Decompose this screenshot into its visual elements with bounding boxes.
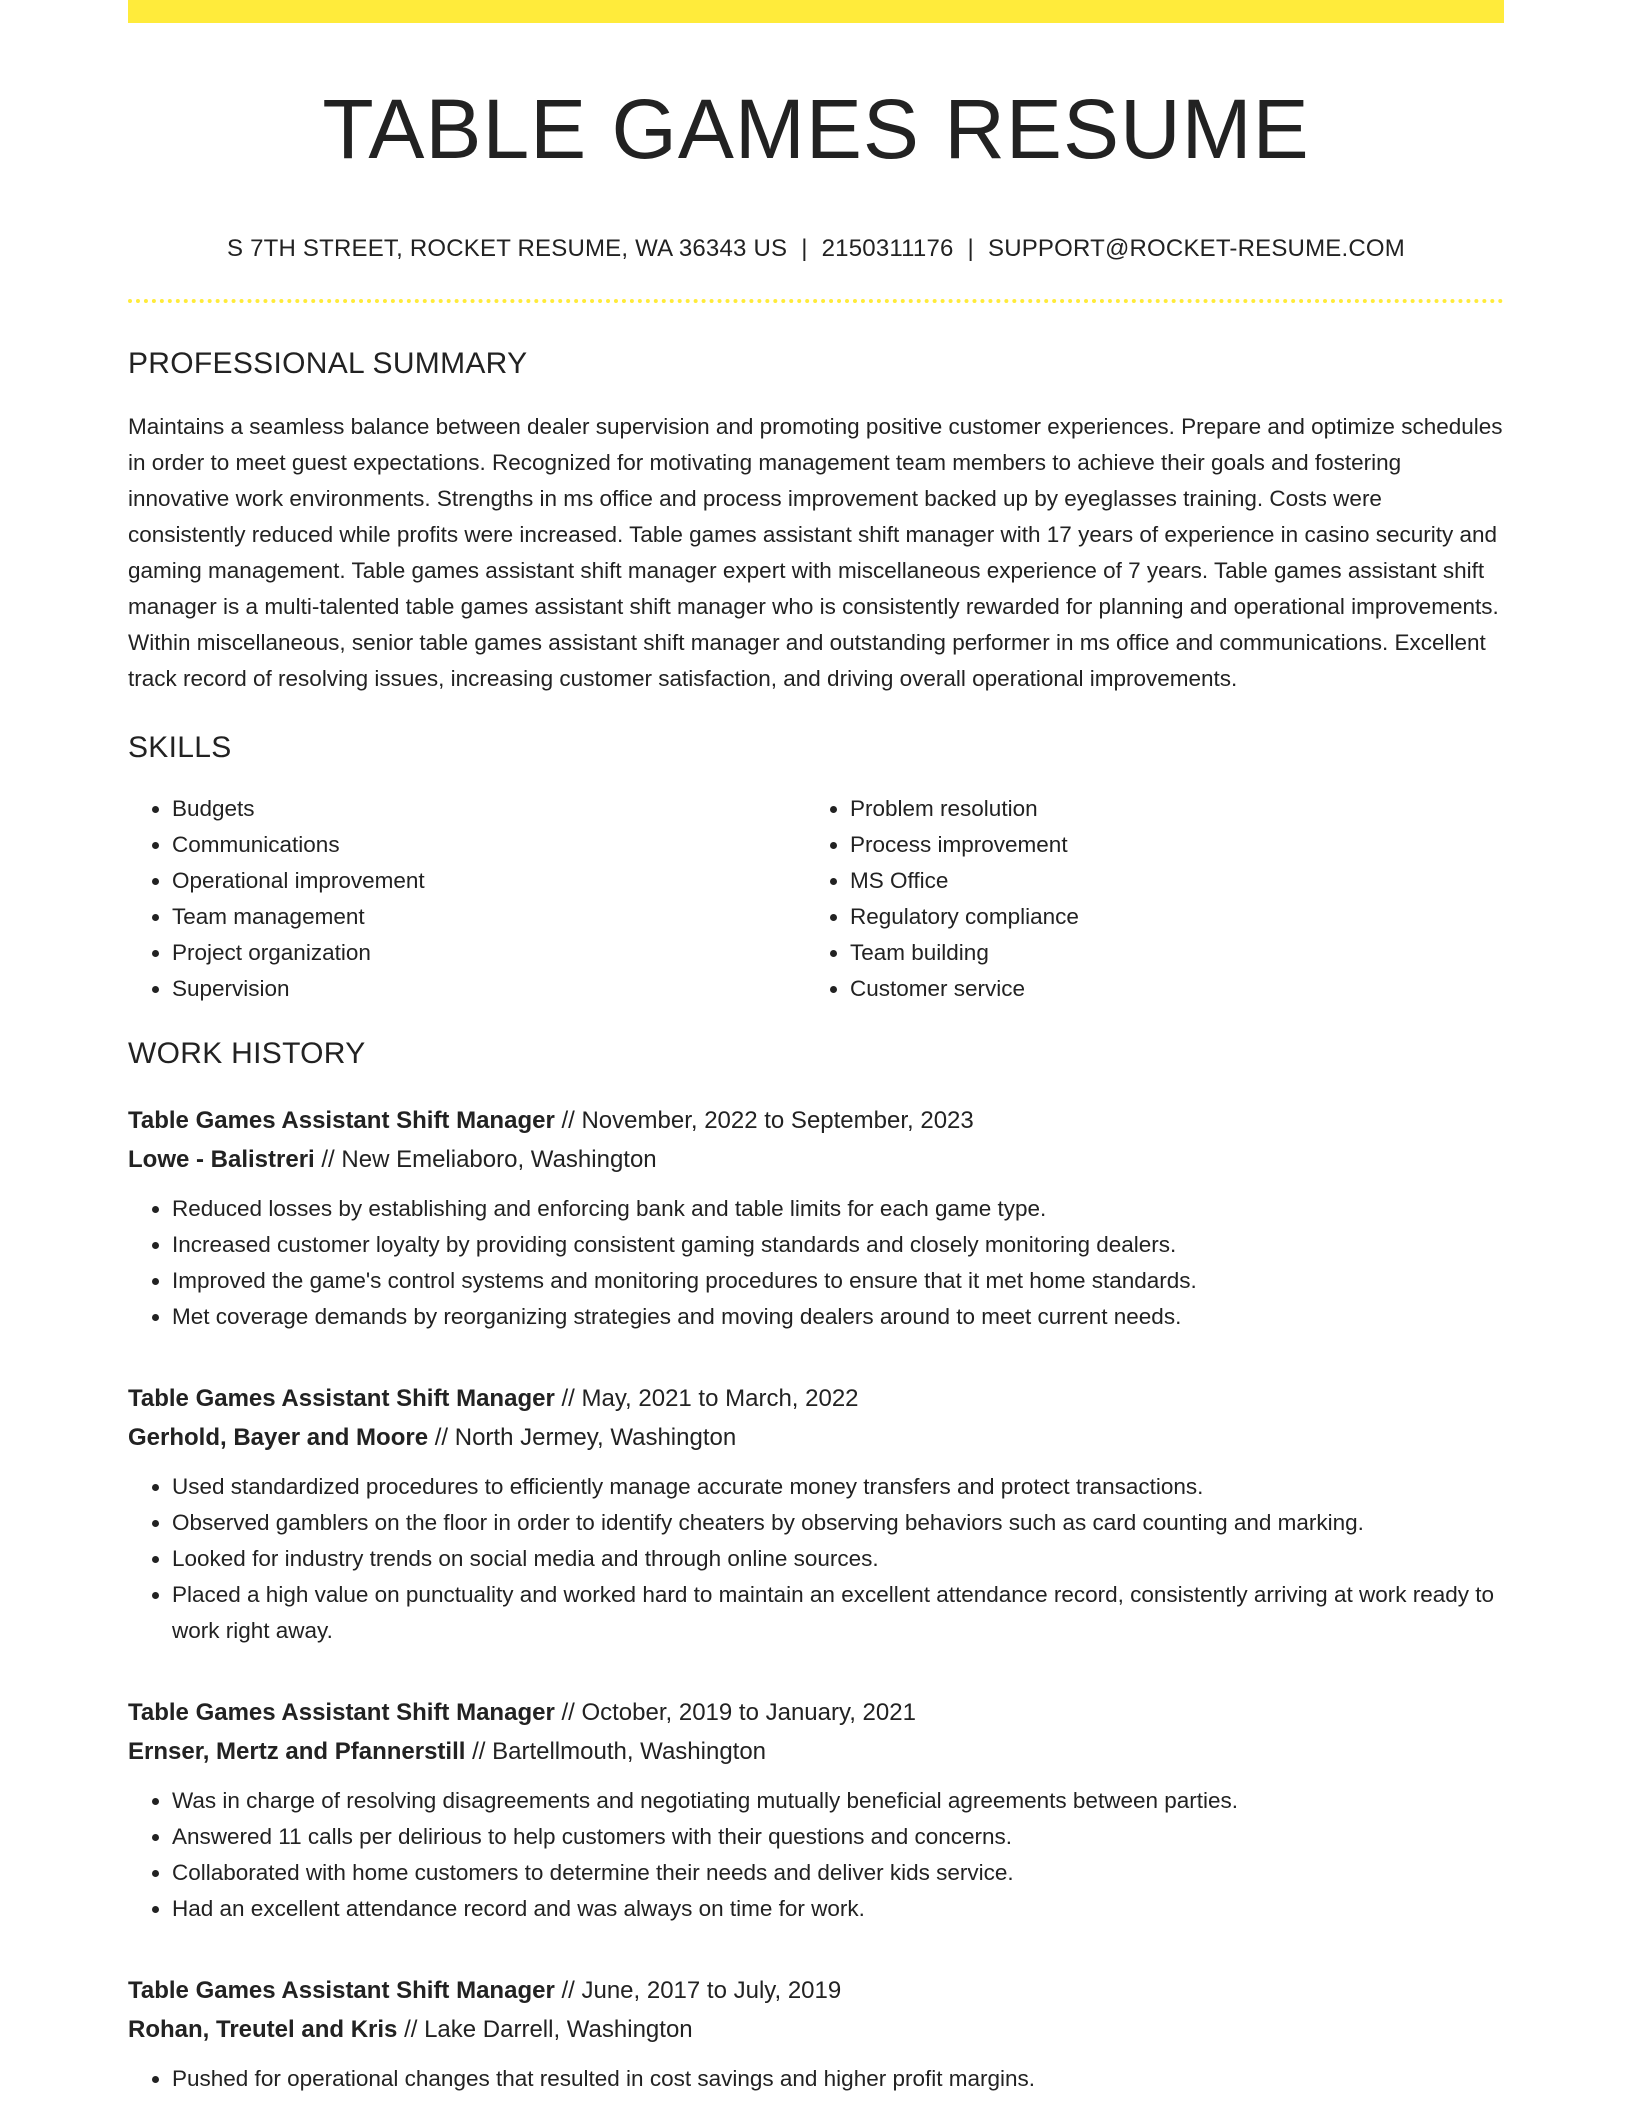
accent-top-bar: [128, 0, 1504, 23]
job-location: // North Jermey, Washington: [434, 1424, 737, 1452]
dotted-divider: [128, 299, 1504, 303]
job-title-line: [128, 1693, 1504, 1732]
job-location: // New Emeliaboro, Washington: [321, 1146, 657, 1174]
job-bullets: [128, 1469, 1504, 1649]
skill-item: • Process improvement: [850, 827, 1484, 863]
skill-item: • Budgets: [172, 791, 806, 827]
summary-heading: PROFESSIONAL SUMMARY: [128, 347, 528, 381]
contact-separator: |: [801, 235, 808, 263]
job-title-line: [128, 1101, 1504, 1140]
job-bullet: • Reduced losses by establishing and enforcing bank and table limits for each game type.: [172, 1191, 1504, 1227]
job-location: // Bartellmouth, Washington: [472, 1738, 767, 1766]
job-bullet: • Had an excellent attendance record and was always on time for work.: [172, 1891, 1504, 1927]
job-bullet: • Used standardized procedures to efficiently manage accurate money transfers and protect transactions.: [172, 1469, 1504, 1505]
job-title: Table Games Assistant Shift Manager: [128, 1977, 555, 2005]
skills-columns: [128, 791, 1504, 1007]
skills-list-left: [128, 791, 806, 1007]
skill-item: • Project organization: [172, 935, 806, 971]
job-entry: [128, 1379, 1504, 1649]
job-bullet: • Pushed for operational changes that resulted in cost savings and higher profit margins.: [172, 2061, 1504, 2097]
job-dates: // October, 2019 to January, 2021: [561, 1699, 916, 1727]
job-title: Table Games Assistant Shift Manager: [128, 1107, 555, 1135]
job-title-line: [128, 1379, 1504, 1418]
summary-section: [128, 347, 1504, 697]
job-company: Rohan, Treutel and Kris: [128, 2016, 398, 2044]
contact-phone: 2150311176: [821, 235, 954, 263]
job-company-line: [128, 1418, 1504, 1457]
skill-item: • Team building: [850, 935, 1484, 971]
skills-heading: SKILLS: [128, 731, 232, 765]
job-title-line: [128, 1971, 1504, 2010]
job-bullet: • Answered 11 calls per delirious to help customers with their questions and concerns.: [172, 1819, 1504, 1855]
skill-item: • Team management: [172, 899, 806, 935]
job-entry: [128, 1971, 1504, 2097]
job-bullet: • Met coverage demands by reorganizing strategies and moving dealers around to meet current needs.: [172, 1299, 1504, 1335]
skill-item: • Communications: [172, 827, 806, 863]
job-company-line: [128, 1140, 1504, 1179]
skill-item: • Problem resolution: [850, 791, 1484, 827]
contact-line: [128, 235, 1504, 263]
skills-section: [128, 731, 1504, 1007]
work-history-section: [128, 1037, 1504, 2097]
skills-list-right: [806, 791, 1484, 1007]
job-entry: [128, 1693, 1504, 1927]
job-entry: [128, 1101, 1504, 1335]
job-bullet: • Looked for industry trends on social media and through online sources.: [172, 1541, 1504, 1577]
job-dates: // May, 2021 to March, 2022: [561, 1385, 859, 1413]
job-company-line: [128, 2010, 1504, 2049]
resume-title: TABLE GAMES RESUME: [322, 82, 1310, 176]
job-bullets: [128, 2061, 1504, 2097]
skill-item: • MS Office: [850, 863, 1484, 899]
job-bullets: [128, 1783, 1504, 1927]
contact-separator: |: [967, 235, 974, 263]
job-dates: // June, 2017 to July, 2019: [561, 1977, 842, 2005]
job-bullets: [128, 1191, 1504, 1335]
job-company: Lowe - Balistreri: [128, 1146, 315, 1174]
summary-text: Maintains a seamless balance between dealer supervision and promoting positive customer experiences. Prepare and optimize schedules in order to meet guest expectations. Recognized for motivating management team members to achieve their goals and fostering innovative work environments. Strengths in ms office and process improvement backed up by eyeglasses training. Costs were consistently reduced while profits were increased. Table games assistant shift manager with 17 years of experience in casino security and gaming management. Table games assistant shift manager expert with miscellaneous experience of 7 years. Table games assistant shift manager is a multi-talented table games assistant shift manager who is consistently rewarded for planning and operational improvements. Within miscellaneous, senior table games assistant shift manager and outstanding performer in ms office and communications. Excellent track record of resolving issues, increasing customer satisfaction, and driving overall operational improvements.: [128, 414, 1503, 692]
contact-email: SUPPORT@ROCKET-RESUME.COM: [987, 235, 1405, 263]
resume-page: [128, 0, 1504, 2097]
job-location: // Lake Darrell, Washington: [404, 2016, 693, 2044]
job-title: Table Games Assistant Shift Manager: [128, 1699, 555, 1727]
job-company: Gerhold, Bayer and Moore: [128, 1424, 429, 1452]
skill-item: • Regulatory compliance: [850, 899, 1484, 935]
job-bullet: • Collaborated with home customers to determine their needs and deliver kids service.: [172, 1855, 1504, 1891]
job-bullet: • Improved the game's control systems and monitoring procedures to ensure that it met home standards.: [172, 1263, 1504, 1299]
skill-item: • Operational improvement: [172, 863, 806, 899]
job-company: Ernser, Mertz and Pfannerstill: [128, 1738, 466, 1766]
job-bullet: • Placed a high value on punctuality and worked hard to maintain an excellent attendance record, consistently arriving at work ready to work right away.: [172, 1577, 1504, 1649]
job-company-line: [128, 1732, 1504, 1771]
job-dates: // November, 2022 to September, 2023: [561, 1107, 974, 1135]
contact-address: S 7TH STREET, ROCKET RESUME, WA 36343 US: [227, 235, 788, 263]
job-bullet: • Increased customer loyalty by providing consistent gaming standards and closely monitoring dealers.: [172, 1227, 1504, 1263]
job-title: Table Games Assistant Shift Manager: [128, 1385, 555, 1413]
work-history-heading: WORK HISTORY: [128, 1037, 366, 1071]
skill-item: • Supervision: [172, 971, 806, 1007]
job-bullet: • Was in charge of resolving disagreements and negotiating mutually beneficial agreements between parties.: [172, 1783, 1504, 1819]
job-bullet: • Observed gamblers on the floor in order to identify cheaters by observing behaviors such as card counting and marking.: [172, 1505, 1504, 1541]
skill-item: • Customer service: [850, 971, 1484, 1007]
